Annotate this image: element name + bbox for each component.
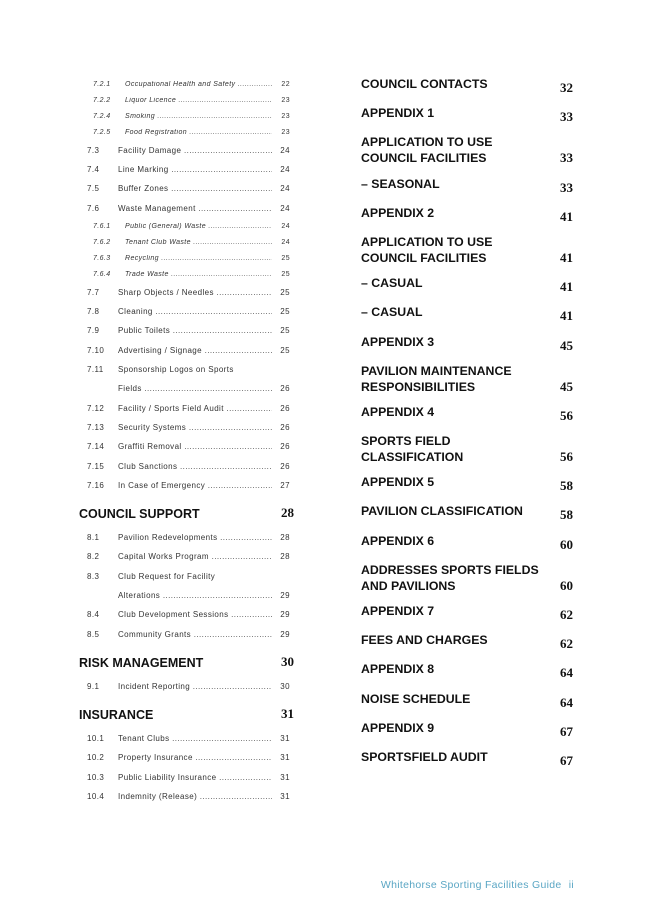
- toc-entry-title: Recycling .....: [125, 255, 272, 262]
- toc-entry-page: 58: [560, 507, 573, 523]
- toc-entry-title: APPENDIX 4: [361, 404, 435, 419]
- toc-subentry[interactable]: [79, 418, 294, 437]
- toc-entry-page: 30: [280, 681, 290, 691]
- toc-entry-number: 7.2.1: [93, 80, 111, 88]
- toc-appendix-entry[interactable]: [361, 334, 573, 354]
- toc-entry-page: 31: [280, 753, 290, 763]
- toc-entry-page: 64: [560, 694, 573, 710]
- toc-heading-entry[interactable]: [79, 654, 294, 670]
- toc-entry-title: Alterations .....: [118, 591, 272, 600]
- toc-appendix-entry[interactable]: [361, 275, 573, 295]
- toc-entry-page: 23: [281, 112, 290, 120]
- toc-entry-title: APPENDIX 6: [361, 533, 435, 548]
- toc-entry-page: 26: [280, 403, 290, 413]
- toc-entry-title: Pavilion Redevelopments .....: [118, 533, 272, 542]
- toc-entry-title: Advertising / Signage .....: [118, 346, 272, 355]
- toc-entry-title: APPENDIX 5: [361, 475, 435, 490]
- toc-subentry[interactable]: [79, 250, 294, 266]
- toc-entry-title: – CASUAL: [361, 305, 423, 320]
- toc-entry-title: Occupational Health and Safety .....: [125, 81, 272, 88]
- toc-entry-page: 31: [280, 772, 290, 782]
- toc-entry-number: 10.4: [87, 792, 105, 802]
- toc-entry-page: 33: [560, 179, 573, 195]
- toc-subentry[interactable]: [79, 624, 294, 643]
- toc-entry-title: Facility Damage .....: [118, 146, 272, 155]
- toc-subentry[interactable]: [79, 586, 294, 605]
- toc-entry-title: Smoking .....: [125, 113, 272, 120]
- toc-entry-page: 33: [560, 150, 573, 166]
- toc-entry-page: 25: [280, 345, 290, 355]
- toc-subentry[interactable]: [79, 547, 294, 566]
- toc-subentry[interactable]: [79, 302, 294, 321]
- toc-entry-page: 56: [560, 407, 573, 423]
- toc-entry-page: 25: [281, 254, 290, 262]
- toc-entry-number: 8.2: [87, 552, 100, 562]
- toc-subentry[interactable]: [79, 234, 294, 250]
- toc-entry-title: Graffiti Removal .....: [118, 442, 272, 451]
- toc-entry-page: 29: [280, 629, 290, 639]
- toc-entry-page: 30: [281, 653, 294, 669]
- toc-entry-title: Buffer Zones .....: [118, 184, 272, 193]
- toc-entry-number: 7.13: [87, 422, 105, 432]
- toc-entry-title: Waste Management .....: [118, 204, 272, 213]
- toc-subentry[interactable]: [79, 787, 294, 806]
- toc-appendix-entry[interactable]: [361, 134, 573, 166]
- toc-entry-title: Fields .....: [118, 384, 272, 393]
- toc-appendix-entry[interactable]: [361, 503, 573, 523]
- toc-entry-page: 62: [560, 636, 573, 652]
- toc-subentry[interactable]: [79, 379, 294, 398]
- toc-entry-number: 8.5: [87, 629, 100, 639]
- toc-entry-page: 41: [560, 279, 573, 295]
- toc-entry-title: Sharp Objects / Needles .....: [118, 288, 272, 297]
- toc-appendix-entry[interactable]: [361, 205, 573, 225]
- toc-entry-title: Public Liability Insurance .....: [118, 773, 272, 782]
- toc-entry-number: 8.1: [87, 533, 100, 543]
- toc-entry-page: 45: [560, 378, 573, 394]
- toc-entry-title: Capital Works Program .....: [118, 552, 272, 561]
- toc-entry-page: 22: [281, 80, 290, 88]
- toc-entry-title: Tenant Clubs .....: [118, 734, 272, 743]
- toc-subentry[interactable]: [79, 321, 294, 340]
- toc-appendix-entry[interactable]: [361, 304, 573, 324]
- toc-entry-number: 10.1: [87, 734, 105, 744]
- toc-entry-number: 7.2.4: [93, 112, 111, 120]
- toc-appendix-entry[interactable]: [361, 533, 573, 553]
- toc-entry-title: Incident Reporting .....: [118, 682, 272, 691]
- toc-entry-page: 29: [280, 610, 290, 620]
- toc-entry-title: Club Request for Facility: [118, 571, 216, 581]
- toc-subentry[interactable]: [79, 605, 294, 624]
- toc-entry-number: 8.4: [87, 610, 100, 620]
- toc-entry-page: 28: [280, 533, 290, 543]
- toc-appendix-entry[interactable]: [361, 720, 573, 740]
- toc-entry-title: Sponsorship Logos on Sports: [118, 365, 234, 375]
- toc-subentry[interactable]: [79, 218, 294, 234]
- toc-entry-page: 41: [560, 208, 573, 224]
- toc-entry-number: 7.6.3: [93, 254, 111, 262]
- toc-entry-page: 45: [560, 337, 573, 353]
- toc-entry-title: APPENDIX 1: [361, 106, 435, 121]
- toc-subentry[interactable]: [79, 267, 294, 283]
- toc-entry-page: 26: [280, 442, 290, 452]
- toc-subentry[interactable]: [79, 92, 294, 108]
- toc-entry-page: 29: [280, 590, 290, 600]
- toc-entry-title: Facility / Sports Field Audit .....: [118, 404, 272, 413]
- toc-entry-number: 7.10: [87, 345, 105, 355]
- toc-entry-number: 7.11: [87, 365, 104, 375]
- toc-subentry[interactable]: [79, 437, 294, 456]
- toc-entry-title: Food Registration .....: [125, 129, 272, 136]
- toc-appendix-entry[interactable]: [361, 363, 573, 395]
- toc-entry-title: APPLICATION TO USE COUNCIL FACILITIES: [361, 135, 493, 166]
- toc-entry-title: Club Development Sessions .....: [118, 610, 272, 619]
- toc-entry-title: APPENDIX 7: [361, 604, 435, 618]
- toc-appendix-entry[interactable]: [361, 76, 573, 96]
- toc-subentry[interactable]: [79, 199, 294, 218]
- toc-appendix-entry[interactable]: [361, 749, 573, 769]
- toc-entry-page: 67: [560, 723, 573, 739]
- toc-entry-title: Public (General) Waste .....: [125, 223, 272, 230]
- toc-entry-title: RISK MANAGEMENT: [79, 655, 204, 670]
- toc-entry-number: 7.9: [87, 326, 100, 336]
- toc-entry-page: 67: [560, 752, 573, 768]
- footer-page-number: ii: [568, 879, 574, 891]
- toc-entry-page: 25: [280, 307, 290, 317]
- toc-appendix-entry[interactable]: [361, 691, 573, 711]
- toc-entry-page: 24: [280, 203, 290, 213]
- toc-entry-title: – CASUAL: [361, 276, 423, 291]
- toc-entry-page: 41: [560, 249, 573, 265]
- toc-entry-title: COUNCIL SUPPORT: [79, 506, 200, 521]
- toc-appendix-entry[interactable]: [361, 404, 573, 424]
- toc-subentry[interactable]: [79, 456, 294, 475]
- toc-entry-title: APPLICATION TO USE COUNCIL FACILITIES: [361, 234, 493, 265]
- toc-entry-page: 24: [280, 184, 290, 194]
- toc-entry-page: 25: [281, 271, 290, 279]
- toc-subentry[interactable]: [79, 360, 294, 379]
- toc-entry-title: Community Grants .....: [118, 630, 272, 639]
- toc-entry-page: 26: [280, 461, 290, 471]
- toc-entry-page: 24: [281, 238, 290, 246]
- toc-subentry[interactable]: [79, 283, 294, 302]
- toc-entry-title: INSURANCE: [79, 708, 154, 723]
- page-footer: [381, 879, 574, 891]
- toc-entry-number: 7.6.4: [93, 271, 111, 279]
- toc-subentry[interactable]: [79, 76, 294, 92]
- toc-subentry[interactable]: [79, 179, 294, 198]
- toc-subentry[interactable]: [79, 141, 294, 160]
- toc-entry-number: 7.6.2: [93, 238, 111, 246]
- toc-entry-title: SPORTSFIELD AUDIT: [361, 749, 488, 764]
- toc-entry-page: 62: [560, 607, 573, 622]
- toc-entry-page: 31: [281, 706, 294, 722]
- toc-entry-title: Property Insurance .....: [118, 753, 272, 762]
- toc-heading-entry[interactable]: [79, 706, 294, 722]
- toc-entry-title: APPENDIX 2: [361, 205, 435, 220]
- toc-subentry[interactable]: [79, 677, 294, 696]
- toc-entry-title: Liquor Licence .....: [125, 97, 272, 104]
- toc-appendix-entry[interactable]: [361, 105, 573, 125]
- toc-appendix-entry[interactable]: [361, 562, 573, 594]
- toc-entry-page: 58: [560, 478, 573, 494]
- toc-subentry[interactable]: [79, 768, 294, 787]
- toc-entry-number: 7.14: [87, 442, 105, 452]
- toc-entry-title: Public Toilets .....: [118, 326, 272, 335]
- toc-entry-title: PAVILION CLASSIFICATION: [361, 504, 523, 519]
- toc-entry-number: 7.6: [87, 203, 100, 213]
- toc-appendix-entry[interactable]: [361, 603, 573, 623]
- toc-entry-page: 64: [560, 665, 573, 681]
- toc-entry-title: APPENDIX 8: [361, 662, 435, 677]
- toc-entry-title: NOISE SCHEDULE: [361, 691, 471, 706]
- toc-subentry[interactable]: [79, 567, 294, 586]
- toc-subentry[interactable]: [79, 476, 294, 495]
- toc-entry-number: 7.15: [87, 461, 105, 471]
- toc-entry-page: 24: [280, 145, 290, 155]
- toc-subentry[interactable]: [79, 398, 294, 417]
- toc-entry-number: 7.3: [87, 145, 100, 155]
- toc-entry-number: 10.2: [87, 753, 105, 763]
- toc-entry-page: 60: [560, 577, 573, 593]
- toc-entry-title: SPORTS FIELD CLASSIFICATION: [361, 434, 464, 465]
- toc-entry-title: PAVILION MAINTENANCE RESPONSIBILITIES: [361, 363, 512, 394]
- toc-entry-number: 7.7: [87, 287, 100, 297]
- toc-entry-number: 9.1: [87, 681, 100, 691]
- toc-entry-page: 24: [281, 222, 290, 230]
- toc-entry-number: 7.5: [87, 184, 100, 194]
- toc-subentry[interactable]: [79, 108, 294, 124]
- toc-entry-page: 28: [281, 504, 294, 520]
- toc-entry-title: COUNCIL CONTACTS: [361, 77, 488, 91]
- toc-entry-title: FEES AND CHARGES: [361, 633, 488, 648]
- toc-entry-number: 7.2.2: [93, 96, 111, 104]
- toc-entry-page: 32: [560, 80, 573, 95]
- toc-entry-number: 7.2.5: [93, 129, 111, 137]
- toc-appendix-entry[interactable]: [361, 234, 573, 266]
- toc-entry-page: 31: [280, 792, 290, 802]
- toc-entry-number: 10.3: [87, 772, 105, 782]
- toc-subentry[interactable]: [79, 748, 294, 767]
- toc-appendix-entry[interactable]: [361, 632, 573, 652]
- toc-appendix-entry[interactable]: [361, 661, 573, 681]
- toc-entry-number: 7.16: [87, 480, 105, 490]
- toc-subentry[interactable]: [79, 729, 294, 748]
- toc-entry-page: 41: [560, 308, 573, 324]
- toc-entry-title: – SEASONAL: [361, 176, 440, 191]
- toc-entry-page: 60: [560, 536, 573, 552]
- toc-subentry[interactable]: [79, 528, 294, 547]
- footer-title: Whitehorse Sporting Facilities Guide: [380, 879, 562, 891]
- toc-entry-title: APPENDIX 9: [361, 720, 435, 735]
- toc-entry-page: 23: [281, 129, 290, 137]
- toc-entry-page: 24: [280, 165, 290, 175]
- toc-entry-page: 56: [560, 449, 573, 465]
- toc-entry-page: 23: [281, 96, 290, 104]
- toc-appendix-entry[interactable]: [361, 433, 573, 465]
- toc-entry-number: 7.6.1: [93, 222, 111, 230]
- toc-entry-page: 33: [560, 109, 573, 125]
- toc-entry-number: 7.8: [87, 307, 100, 317]
- toc-appendix-entry[interactable]: [361, 176, 573, 196]
- toc-entry-page: 25: [280, 287, 290, 297]
- toc-entry-number: 8.3: [87, 571, 100, 581]
- toc-entry-page: 25: [280, 326, 290, 336]
- toc-right-column: [361, 76, 573, 778]
- toc-entry-title: Club Sanctions .....: [118, 462, 272, 471]
- toc-entry-number: 7.12: [87, 403, 105, 413]
- toc-entry-title: APPENDIX 3: [361, 334, 435, 349]
- toc-entry-title: Cleaning .....: [118, 307, 272, 316]
- toc-entry-title: In Case of Emergency .....: [118, 481, 272, 490]
- toc-subentry[interactable]: [79, 160, 294, 179]
- toc-left-column: [79, 76, 294, 806]
- toc-entry-title: Indemnity (Release) .....: [118, 792, 272, 801]
- toc-entry-page: 26: [280, 384, 290, 394]
- toc-entry-page: 27: [280, 480, 290, 490]
- toc-entry-page: 28: [280, 552, 290, 562]
- toc-heading-entry[interactable]: [79, 505, 294, 521]
- toc-entry-title: Tenant Club Waste .....: [125, 239, 272, 246]
- toc-entry-page: 31: [280, 734, 290, 744]
- toc-entry-page: 26: [280, 422, 290, 432]
- toc-entry-title: Line Marking .....: [118, 165, 272, 174]
- toc-appendix-entry[interactable]: [361, 474, 573, 494]
- toc-entry-title: Trade Waste .....: [125, 271, 272, 278]
- toc-entry-title: Security Systems .....: [118, 423, 272, 432]
- toc-entry-number: 7.4: [87, 165, 100, 175]
- toc-subentry[interactable]: [79, 125, 294, 141]
- toc-entry-title: ADDRESSES SPORTS FIELDS AND PAVILIONS: [361, 562, 539, 593]
- toc-subentry[interactable]: [79, 341, 294, 360]
